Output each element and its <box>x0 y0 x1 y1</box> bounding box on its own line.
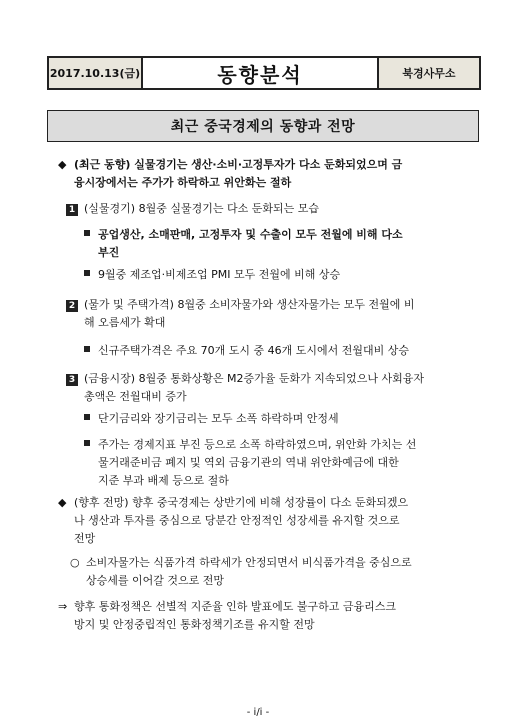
document-header <box>47 56 481 90</box>
office-name: 북경사무소 <box>377 58 479 88</box>
section-1 <box>66 200 476 218</box>
square-bullet-icon <box>84 270 90 276</box>
section-3 <box>66 370 476 406</box>
section-heading: (금융시장) 8월중 통화상황은 M2증가율 둔화가 지속되었으나 사회융자 <box>84 372 424 385</box>
bullet-line: 단기금리와 장기금리는 모두 소폭 하락하며 안정세 <box>98 412 339 425</box>
bullet-line: 공업생산, 소매판매, 고정투자 및 수출이 모두 전월에 비해 다소 <box>98 228 403 241</box>
square-bullet-icon <box>84 230 90 236</box>
square-bullet-icon <box>84 414 90 420</box>
bullet-line: 신규주택가격은 주요 70개 도시 중 46개 도시에서 전월대비 상승 <box>98 344 409 357</box>
bullet-line: 지준 부과 배제 등으로 절하 <box>98 474 229 487</box>
outlook-line-3: 전망 <box>74 532 96 545</box>
diamond-bullet-icon: ◆ <box>58 158 67 171</box>
square-bullet-icon <box>84 440 90 446</box>
outlook-line-2: 나 생산과 투자를 중심으로 당분간 안정적인 성장세를 유지할 것으로 <box>74 514 400 527</box>
bullet-line: 9월중 제조업·비제조업 PMI 모두 전월에 비해 상승 <box>98 268 341 281</box>
summary-line-2: 융시장에서는 주가가 하락하고 위안화는 절하 <box>74 176 292 189</box>
outlook-sub-line-1: 소비자물가는 식품가격 하락세가 안정되면서 비식품가격을 중심으로 <box>86 556 412 569</box>
arrow-icon: ⇒ <box>58 600 68 613</box>
section-3-bullet-1 <box>84 410 474 428</box>
outlook-line-1: (향후 전망) 향후 중국경제는 상반기에 비해 성장률이 다소 둔화되겠으 <box>74 496 409 509</box>
circle-bullet-icon: ○ <box>70 556 80 569</box>
section-number-badge: 3 <box>66 374 78 386</box>
summary-line-1: (최근 동향) 실물경기는 생산·소비·고정투자가 다소 둔화되었으며 금 <box>74 158 403 171</box>
section-2-bullet-1 <box>84 342 474 360</box>
outlook-sub-line-2: 상승세를 이어갈 것으로 전망 <box>86 574 225 587</box>
section-heading-cont: 해 오름세가 확대 <box>84 316 166 329</box>
diamond-bullet-icon: ◆ <box>58 496 67 509</box>
square-bullet-icon <box>84 346 90 352</box>
report-subtitle: 최근 중국경제의 동향과 전망 <box>47 110 479 142</box>
section-number-badge: 1 <box>66 204 78 216</box>
page-number: - i/i - <box>246 707 270 718</box>
outlook-sub <box>70 554 478 590</box>
section-number-badge: 2 <box>66 300 78 312</box>
section-1-bullet-1 <box>84 226 474 262</box>
bullet-line: 주가는 경제지표 부진 등으로 소폭 하락하였으며, 위안화 가치는 선 <box>98 438 417 451</box>
section-1-bullet-2 <box>84 266 474 284</box>
bullet-line: 부진 <box>98 246 120 259</box>
section-heading: (물가 및 주택가격) 8월중 소비자물가와 생산자물가는 모두 전월에 비 <box>84 298 415 311</box>
summary-block <box>58 156 478 192</box>
outlook-block <box>58 494 478 548</box>
conclusion-block <box>58 598 478 634</box>
section-3-bullet-2 <box>84 436 474 490</box>
report-title: 동향분석 <box>217 62 303 87</box>
conclusion-line-2: 방지 및 안정중립적인 통화정책기조를 유지할 전망 <box>74 618 315 631</box>
section-2 <box>66 296 476 332</box>
conclusion-line-1: 향후 통화정책은 선별적 지준율 인하 발표에도 불구하고 금융리스크 <box>74 600 397 613</box>
section-heading-cont: 총액은 전월대비 증가 <box>84 390 187 403</box>
section-heading: (실물경기) 8월중 실물경기는 다소 둔화되는 모습 <box>84 202 319 215</box>
bullet-line: 물거래준비금 폐지 및 역외 금융기관의 역내 위안화예금에 대한 <box>98 456 399 469</box>
report-date: 2017.10.13(금) <box>49 58 143 88</box>
